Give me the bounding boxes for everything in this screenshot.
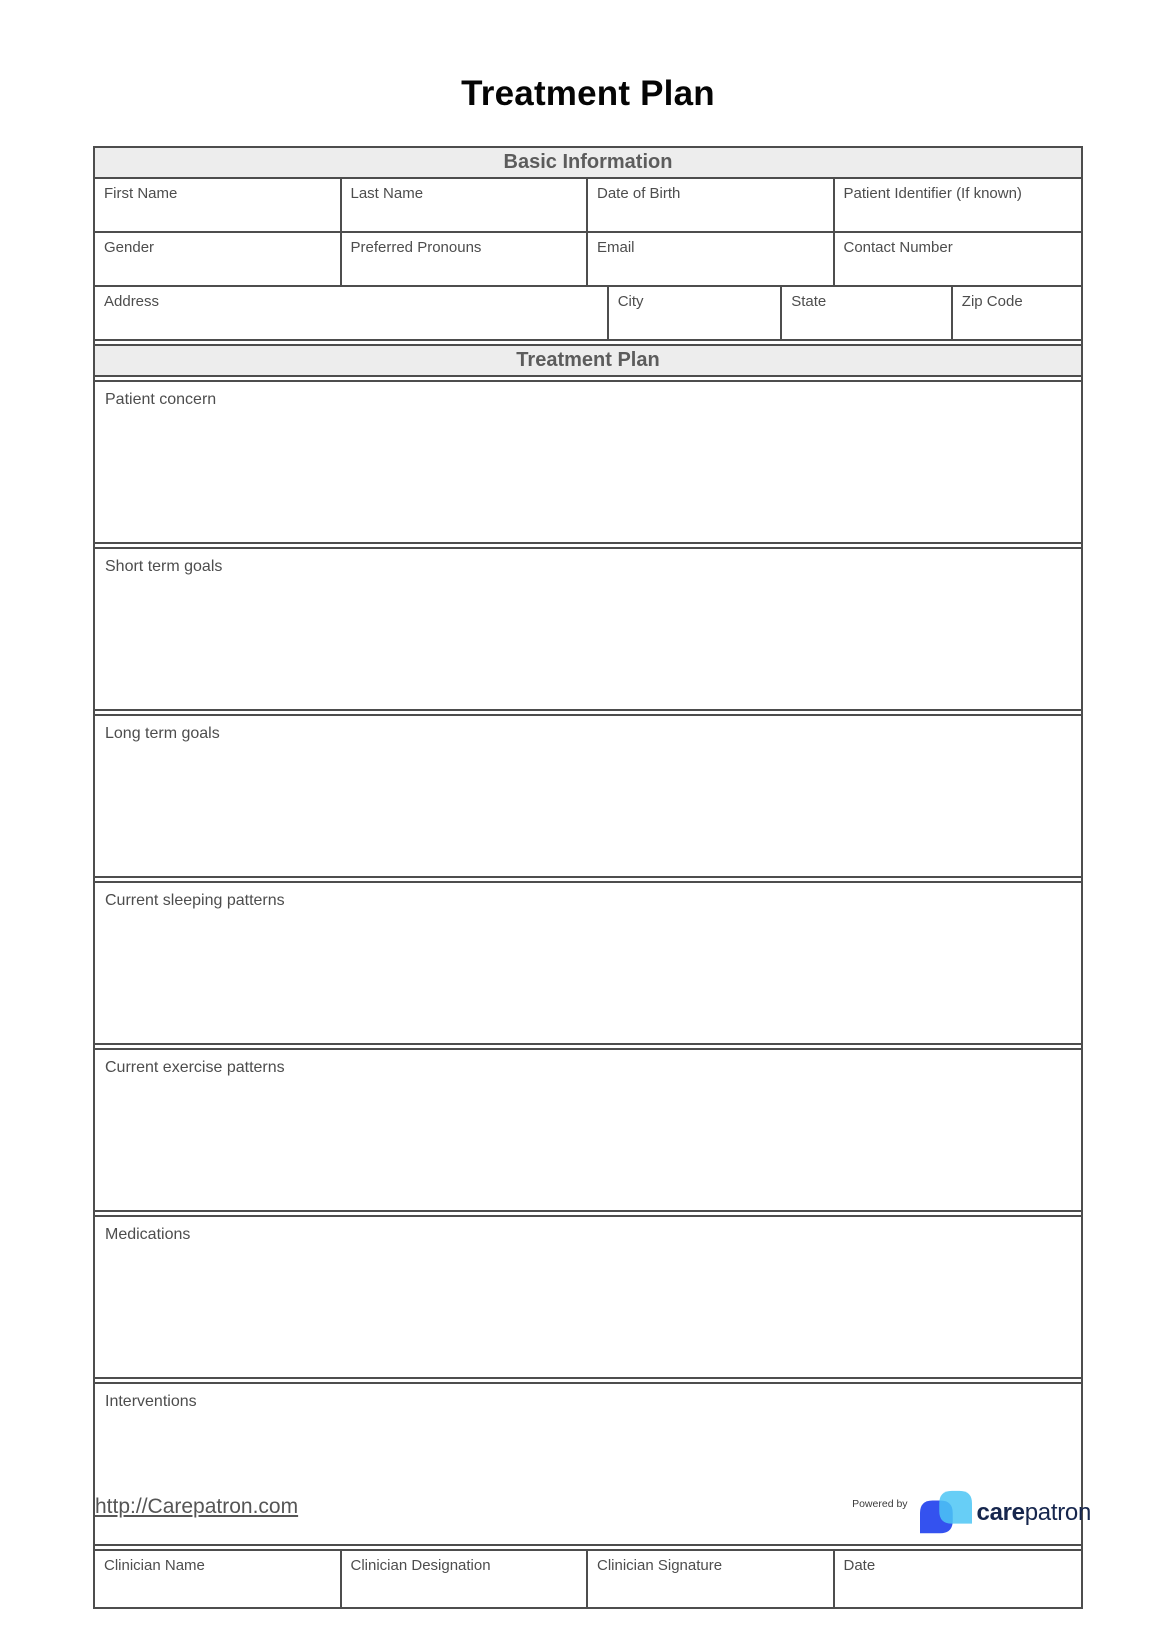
field-label: Clinician Designation [350, 1557, 491, 1574]
field-label: First Name [104, 185, 178, 202]
field-preferred-pronouns[interactable] [342, 233, 589, 285]
field-label: Clinician Signature [597, 1557, 723, 1574]
field-label: Patient concern [105, 391, 217, 408]
field-label: Interventions [105, 1393, 197, 1410]
carepatron-wordmark [977, 1499, 1091, 1527]
field-medications[interactable] [95, 1215, 1081, 1379]
field-clinician-designation[interactable] [342, 1551, 589, 1607]
page-title: Treatment Plan [461, 74, 715, 113]
wordmark-care: care [976, 1499, 1025, 1526]
basic-info-row-2 [95, 233, 1081, 287]
carepatron-link[interactable]: http://Carepatron.com [95, 1495, 299, 1518]
wordmark-patron: patron [1024, 1499, 1091, 1526]
field-label: Long term goals [105, 725, 220, 742]
field-label: City [617, 293, 644, 310]
field-city[interactable] [609, 287, 783, 339]
section-header-label: Basic Information [503, 151, 673, 173]
field-label: Current exercise patterns [105, 1059, 285, 1076]
section-header-basic-information [95, 148, 1081, 179]
field-gender[interactable] [95, 233, 342, 285]
treatment-plan-form [93, 146, 1083, 1609]
field-current-sleeping-patterns[interactable] [95, 881, 1081, 1045]
field-date[interactable] [835, 1551, 1082, 1607]
field-label: Gender [104, 239, 155, 256]
field-first-name[interactable] [95, 179, 342, 231]
field-last-name[interactable] [342, 179, 589, 231]
field-label: Email [597, 239, 635, 256]
section-header-treatment-plan [95, 344, 1081, 377]
field-label: Date [843, 1557, 876, 1574]
basic-info-row-3 [95, 287, 1081, 341]
field-state[interactable] [782, 287, 953, 339]
powered-by-label: Powered by [852, 1498, 908, 1510]
field-label: Current sleeping patterns [105, 892, 285, 909]
field-current-exercise-patterns[interactable] [95, 1048, 1081, 1212]
field-clinician-signature[interactable] [588, 1551, 835, 1607]
carepatron-logo-icon [920, 1490, 972, 1536]
field-email[interactable] [588, 233, 835, 285]
field-label: Medications [105, 1226, 191, 1243]
field-label: Preferred Pronouns [350, 239, 482, 256]
field-label: Zip Code [961, 293, 1023, 310]
basic-info-row-1 [95, 179, 1081, 233]
field-date-of-birth[interactable] [588, 179, 835, 231]
field-clinician-name[interactable] [95, 1551, 342, 1607]
field-label: Contact Number [843, 239, 953, 256]
field-contact-number[interactable] [835, 233, 1082, 285]
field-label: Short term goals [105, 558, 223, 575]
field-label: State [791, 293, 827, 310]
field-label: Last Name [350, 185, 424, 202]
field-patient-concern[interactable] [95, 380, 1081, 544]
clinician-row [95, 1549, 1081, 1607]
field-label: Address [104, 293, 160, 310]
field-long-term-goals[interactable] [95, 714, 1081, 878]
field-label: Patient Identifier (If known) [843, 185, 1022, 202]
carepatron-brand [852, 1490, 1091, 1536]
field-patient-identifier[interactable] [835, 179, 1082, 231]
section-header-label: Treatment Plan [516, 349, 660, 371]
field-short-term-goals[interactable] [95, 547, 1081, 711]
field-label: Date of Birth [597, 185, 681, 202]
field-zip-code[interactable] [953, 287, 1081, 339]
field-address[interactable] [95, 287, 609, 339]
field-label: Clinician Name [104, 1557, 205, 1574]
